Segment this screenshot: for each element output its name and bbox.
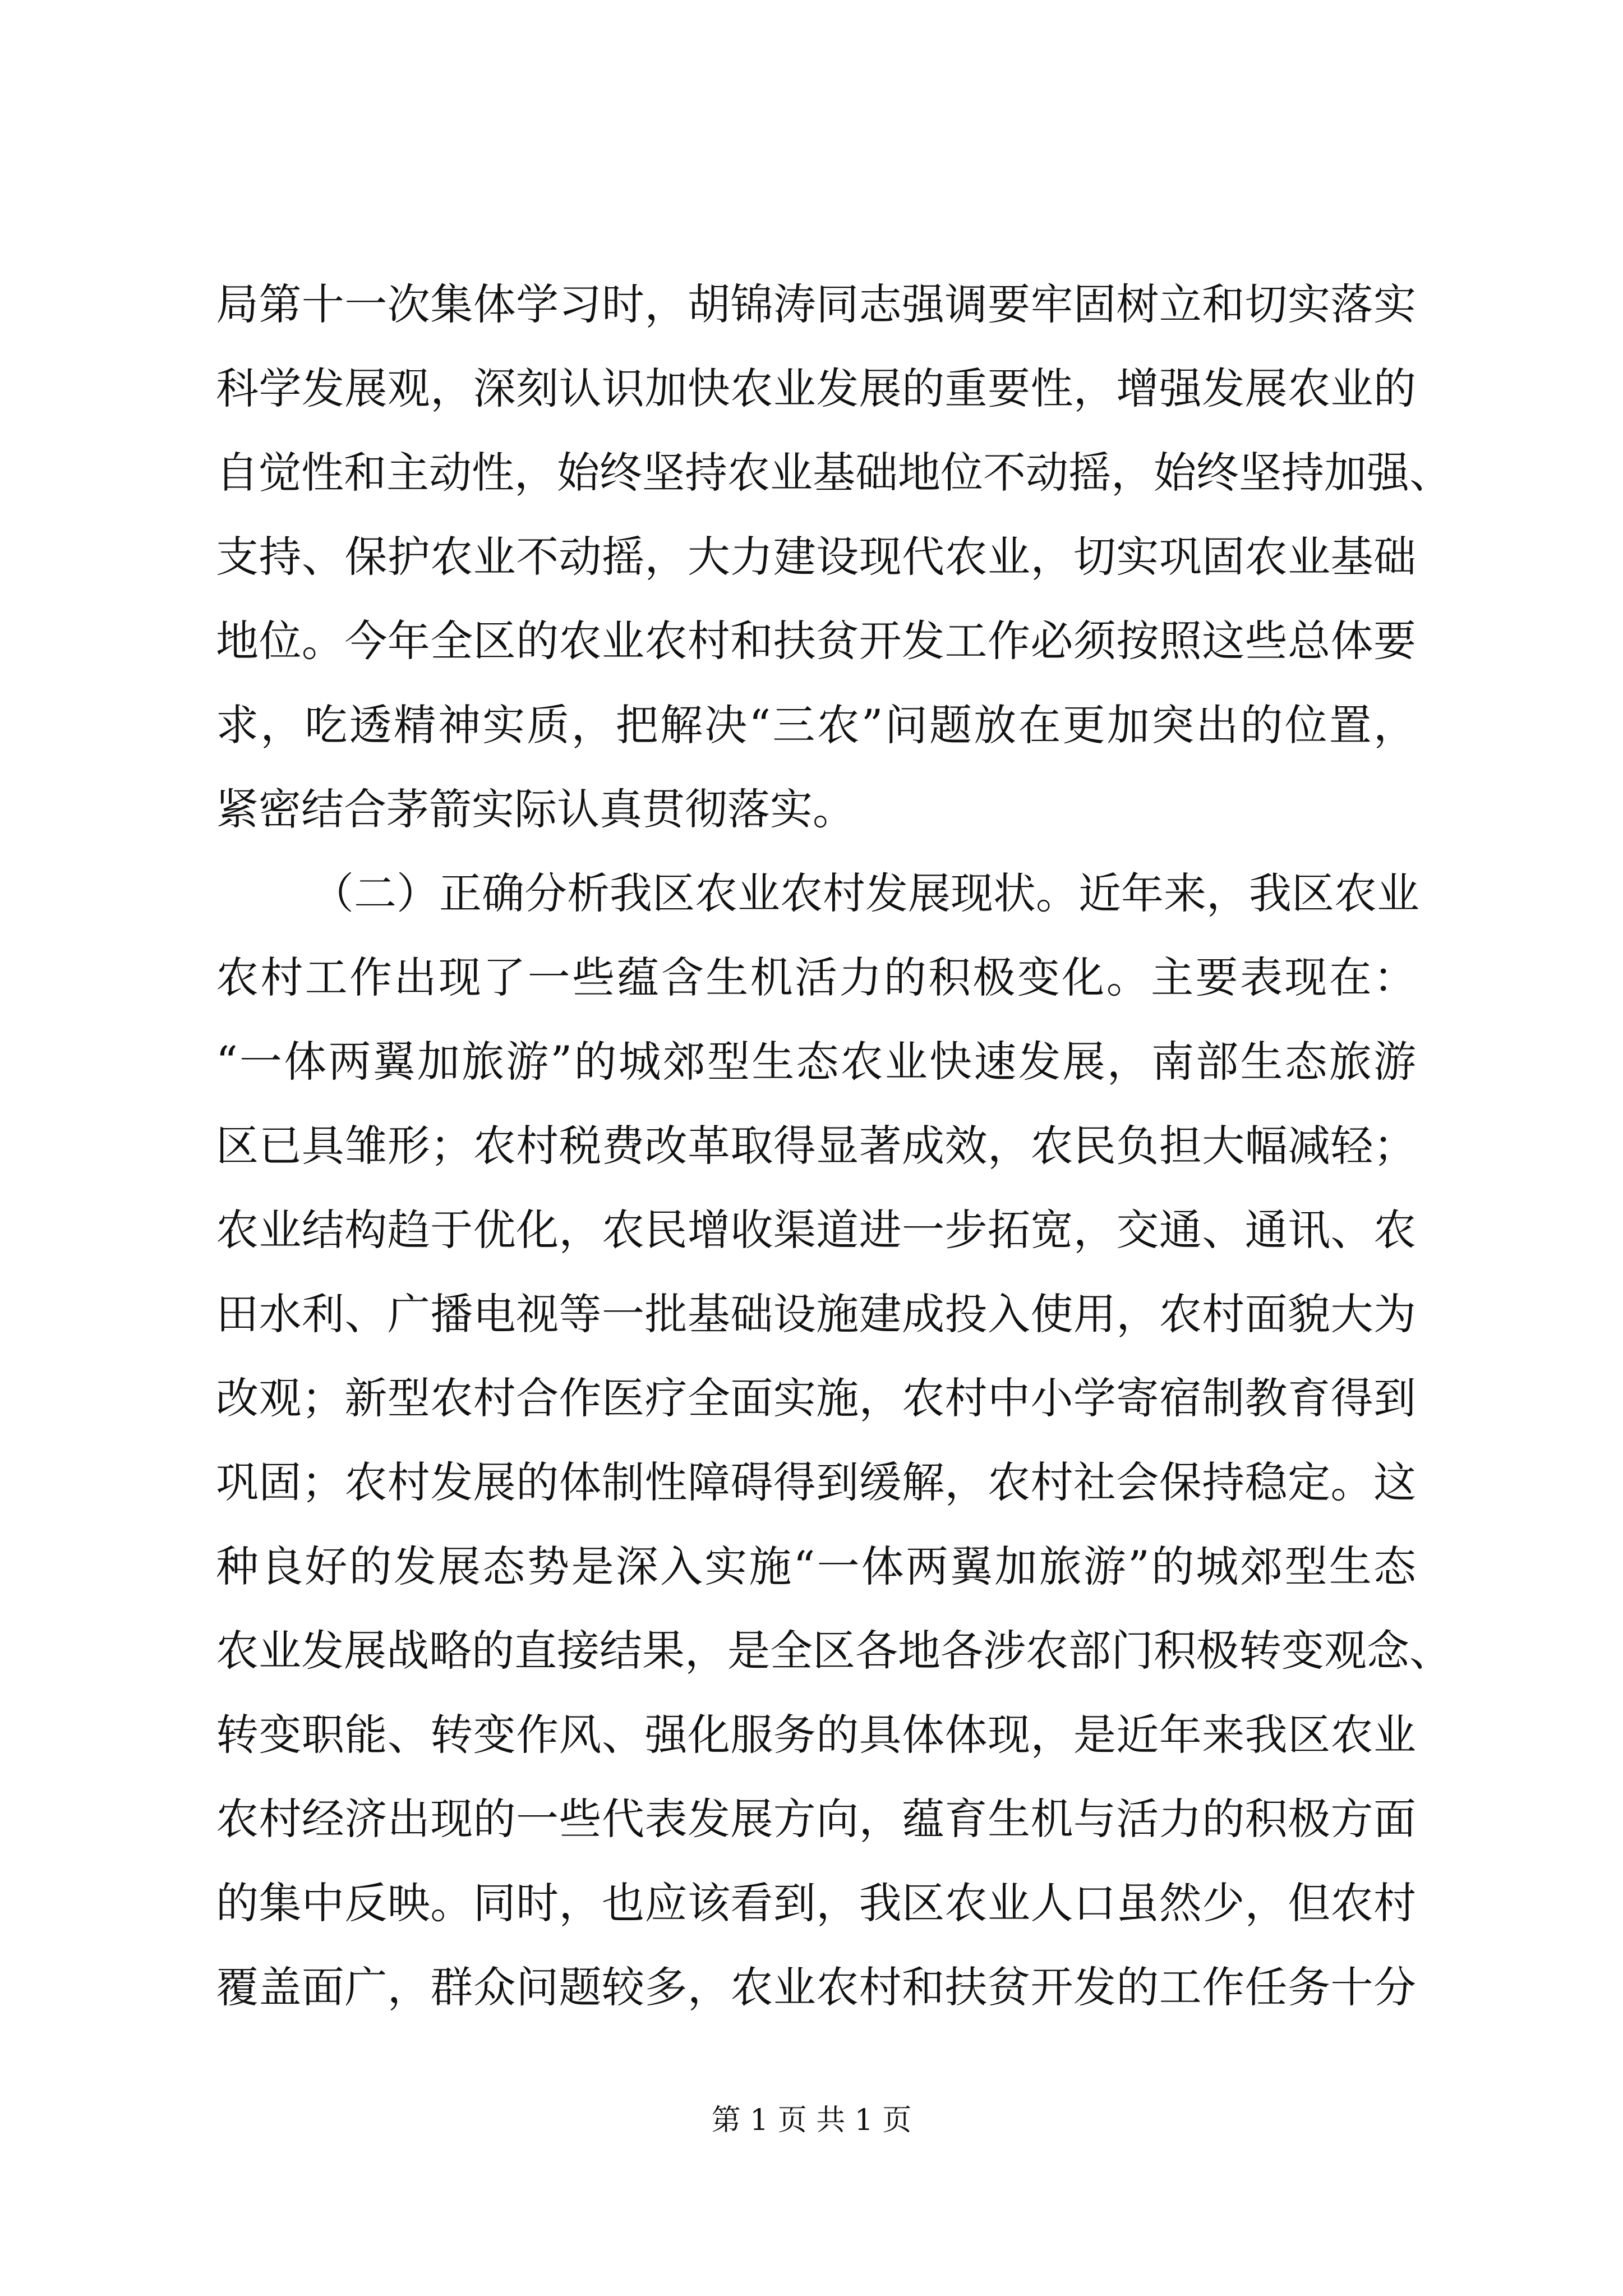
- text-line: 紧密结合茅箭实际认真贯彻落实。: [216, 784, 855, 834]
- text-line: 求，吃透精神实质，把解决“三农”问题放在更加突出的位置，: [216, 700, 1416, 750]
- text-line: 覆盖面广，群众问题较多，农业农村和扶贫开发的工作任务十分: [216, 1962, 1416, 2012]
- text-line: 自觉性和主动性，始终坚持农业基础地位不动摇，始终坚持加强、: [216, 448, 1452, 498]
- page-number-footer: 第 1 页 共 1 页: [711, 2104, 912, 2137]
- text-line: 改观；新型农村合作医疗全面实施，农村中小学寄宿制教育得到: [216, 1373, 1416, 1423]
- text-line: 田水利、广播电视等一批基础设施建成投入使用，农村面貌大为: [216, 1289, 1416, 1339]
- text-line: 农业结构趋于优化，农民增收渠道进一步拓宽，交通、通讯、农: [216, 1205, 1416, 1255]
- text-line: 农村经济出现的一些代表发展方向，蕴育生机与活力的积极方面: [216, 1794, 1416, 1844]
- body-text: [216, 263, 1452, 2030]
- text-line: 的集中反映。同时，也应该看到，我区农业人口虽然少，但农村: [216, 1878, 1416, 1928]
- text-line: 支持、保护农业不动摇，大力建设现代农业，切实巩固农业基础: [216, 532, 1416, 582]
- text-line: 区已具雏形；农村税费改革取得显著成效，农民负担大幅减轻；: [216, 1121, 1416, 1171]
- section-heading-line: （二）正确分析我区农业农村发展现状。近年来，我区农业: [311, 868, 1419, 918]
- text-line: 种良好的发展态势是深入实施“一体两翼加旅游”的城郊型生态: [216, 1542, 1416, 1591]
- text-line: 巩固；农村发展的体制性障碍得到缓解，农村社会保持稳定。这: [216, 1457, 1416, 1507]
- text-line: 农业发展战略的直接结果，是全区各地各涉农部门积极转变观念、: [216, 1626, 1452, 1676]
- text-line: 局第十一次集体学习时，胡锦涛同志强调要牢固树立和切实落实: [216, 279, 1416, 329]
- text-line: 农村工作出现了一些蕴含生机活力的积极变化。主要表现在：: [216, 953, 1416, 1002]
- text-line: 科学发展观，深刻认识加快农业发展的重要性，增强发展农业的: [216, 364, 1416, 413]
- text-line: 地位。今年全区的农业农村和扶贫开发工作必须按照这些总体要: [216, 616, 1416, 666]
- text-line: “一体两翼加旅游”的城郊型生态农业快速发展，南部生态旅游: [216, 1037, 1416, 1087]
- text-line: 转变职能、转变作风、强化服务的具体体现，是近年来我区农业: [216, 1710, 1416, 1760]
